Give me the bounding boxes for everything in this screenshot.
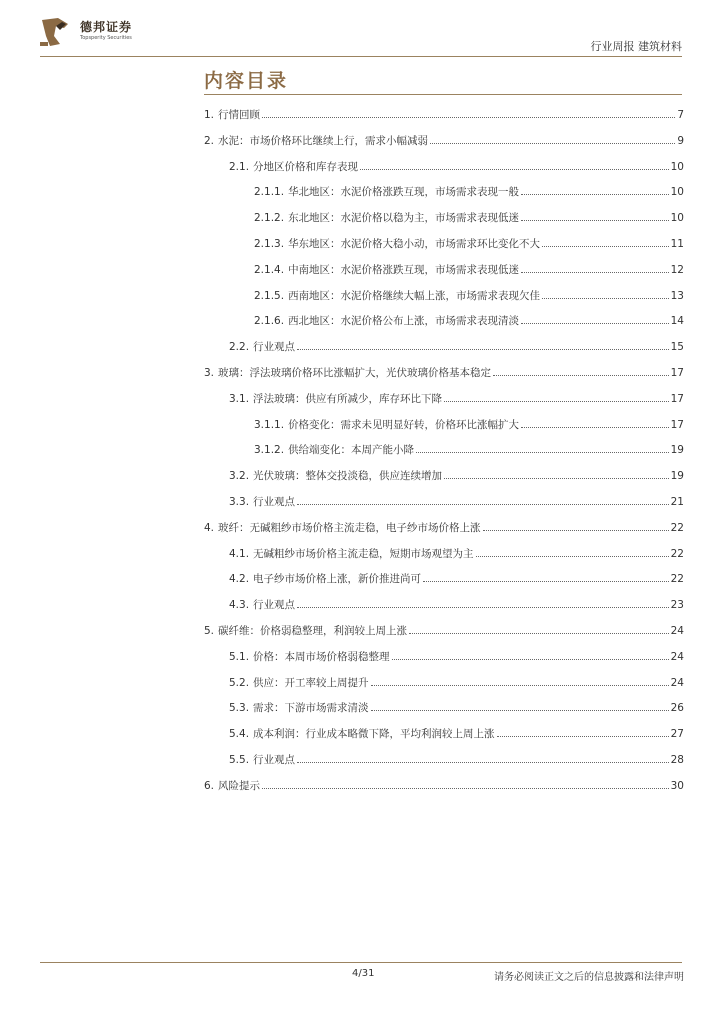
toc-entry-label [204,365,491,380]
toc-entry-label [229,571,421,586]
toc-leader-dots [262,117,675,118]
toc-leader-dots [297,607,669,608]
toc-entry-page: 13 [670,290,684,302]
toc-entry[interactable] [204,623,684,639]
toc-entry-label [254,417,519,432]
toc-entry-number: 3.3. [229,496,250,508]
toc-entry-number: 3.1. [229,393,250,405]
toc-leader-dots [392,659,669,660]
toc-entry[interactable] [204,778,684,794]
toc-entry[interactable] [229,700,684,716]
toc-entry-page: 27 [670,728,684,740]
company-english-name: Topsperity Securities [80,35,132,41]
document-type: 行业周报 建筑材料 [590,40,682,53]
toc-entry-page: 21 [670,496,684,508]
toc-entry[interactable] [229,675,684,691]
toc-entry-label [229,468,442,483]
toc-entry-number: 3.1.2. [254,444,285,456]
toc-leader-dots [297,762,669,763]
toc-entry-number: 4. [204,522,215,534]
toc-entry-text: 华东地区：水泥价格大稳小动，市场需求环比变化不大 [288,238,541,250]
toc-entry-number: 2.1.1. [254,186,285,198]
toc-leader-dots [371,685,669,686]
toc-leader-dots [542,246,669,247]
toc-entry[interactable] [229,339,684,355]
toc-entry-number: 2.1.3. [254,238,285,250]
toc-entry-page: 22 [670,522,684,534]
toc-entry-label [204,623,407,638]
toc-entry-text: 浮法玻璃：供应有所减少，库存环比下降 [253,393,443,405]
toc-entry-label [229,649,390,664]
toc-entry-number: 2.1.2. [254,212,285,224]
toc-entry-page: 17 [670,419,684,431]
toc-entry[interactable] [254,313,684,329]
toc-entry-text: 碳纤维：价格弱稳整理，利润较上周上涨 [218,625,408,637]
toc-entry-label [254,262,519,277]
toc-leader-dots [444,478,669,479]
toc-entry[interactable] [254,288,684,304]
toc-entry-label [229,597,295,612]
toc-entry[interactable] [229,468,684,484]
toc-entry-label [229,159,358,174]
toc-leader-dots [521,194,669,195]
toc-entry-page: 17 [670,367,684,379]
toc-entry[interactable] [229,159,684,175]
toc-leader-dots [423,581,669,582]
toc-entry-label [204,133,428,148]
toc-entry-page: 14 [670,315,684,327]
toc-leader-dots [444,401,669,402]
toc-entry-page: 9 [677,135,684,147]
toc-leader-dots [409,633,669,634]
toc-entry-label [229,339,295,354]
toc-entry-number: 5. [204,625,215,637]
toc-entry-page: 28 [670,754,684,766]
toc-entry-text: 风险提示 [218,780,261,792]
toc-entry[interactable] [229,649,684,665]
toc-entry-number: 3. [204,367,215,379]
toc-entry-text: 无碱粗纱市场价格主流走稳，短期市场观望为主 [253,548,474,560]
toc-leader-dots [497,736,669,737]
toc-entry-text: 西北地区：水泥价格公布上涨，市场需求表现清淡 [288,315,520,327]
toc-entry-page: 22 [670,573,684,585]
toc-entry-number: 4.3. [229,599,250,611]
toc-entry-text: 玻璃：浮法玻璃价格环比涨幅扩大，光伏玻璃价格基本稳定 [218,367,492,379]
toc-entry-number: 3.2. [229,470,250,482]
toc-entry-label [204,778,260,793]
toc-entry-label [229,391,442,406]
toc-leader-dots [262,788,669,789]
toc-entry-page: 24 [670,677,684,689]
toc-leader-dots [416,452,669,453]
toc-entry[interactable] [229,571,684,587]
toc-entry[interactable] [254,262,684,278]
toc-entry-number: 4.1. [229,548,250,560]
toc-entry-label [229,726,495,741]
toc-entry-number: 2.1. [229,161,250,173]
toc-entry-page: 30 [670,780,684,792]
toc-entry-label [254,442,414,457]
toc-entry-label [229,546,474,561]
toc-entry-number: 2. [204,135,215,147]
toc-entry-number: 2.1.4. [254,264,285,276]
toc-entry-number: 4.2. [229,573,250,585]
toc-entry-page: 12 [670,264,684,276]
toc-entry[interactable] [229,391,684,407]
company-name: 德邦证券 [80,20,133,34]
toc-leader-dots [542,298,669,299]
toc-entry-text: 价格：本周市场价格弱稳整理 [253,651,390,663]
toc-leader-dots [360,169,669,170]
toc-entry[interactable] [229,546,684,562]
toc-entry-number: 1. [204,109,215,121]
toc-entry-label [229,700,369,715]
toc-entry-text: 行情回顾 [218,109,261,121]
page-title: 内容目录 [204,70,289,92]
toc-entry-page: 19 [670,470,684,482]
toc-entry-text: 行业观点 [253,341,296,353]
toc-entry-page: 23 [670,599,684,611]
toc-leader-dots [297,504,669,505]
toc-entry-text: 行业观点 [253,599,296,611]
toc-entry-page: 17 [670,393,684,405]
toc-entry-text: 供应：开工率较上周提升 [253,677,369,689]
toc-entry-label [254,210,519,225]
toc-leader-dots [476,556,669,557]
toc-entry-text: 东北地区：水泥价格以稳为主，市场需求表现低迷 [288,212,520,224]
toc-entry-page: 24 [670,651,684,663]
toc-entry-number: 6. [204,780,215,792]
toc-entry-text: 需求：下游市场需求清淡 [253,702,369,714]
toc-entry-number: 5.5. [229,754,250,766]
toc-leader-dots [521,220,669,221]
toc-entry-number: 2.2. [229,341,250,353]
toc-entry-text: 光伏玻璃：整体交投淡稳，供应连续增加 [253,470,443,482]
toc-entry-page: 10 [670,212,684,224]
toc-entry-page: 15 [670,341,684,353]
toc-entry-label [204,107,260,122]
toc-entry-label [229,675,369,690]
toc-entry[interactable] [229,494,684,510]
toc-leader-dots [430,143,675,144]
toc-entry-page: 10 [670,186,684,198]
toc-entry-text: 电子纱市场价格上涨，新价推进尚可 [253,573,422,585]
toc-entry-page: 26 [670,702,684,714]
toc-entry-text: 价格变化：需求未见明显好转，价格环比涨幅扩大 [288,419,520,431]
toc-entry[interactable] [204,133,684,149]
footer-divider [40,962,682,963]
toc-entry-page: 19 [670,444,684,456]
toc-entry-number: 3.1.1. [254,419,285,431]
page-number: 4/31 [352,968,375,979]
toc-entry-page: 24 [670,625,684,637]
toc-entry-number: 5.2. [229,677,250,689]
toc-entry-number: 5.1. [229,651,250,663]
toc-entry[interactable] [229,597,684,613]
toc-entry[interactable] [254,442,684,458]
toc-entry-page: 10 [670,161,684,173]
toc-entry[interactable] [229,752,684,768]
toc-entry[interactable] [229,726,684,742]
toc-entry-label [204,520,481,535]
toc-entry-page: 22 [670,548,684,560]
toc-leader-dots [371,710,669,711]
legal-disclaimer: 请务必阅读正文之后的信息披露和法律声明 [494,972,684,983]
toc-entry-label [254,288,540,303]
toc-entry[interactable] [254,236,684,252]
toc-entry-label [229,752,295,767]
toc-entry-label [254,236,540,251]
toc-entry[interactable] [204,107,684,123]
toc-entry[interactable] [254,417,684,433]
toc-entry-text: 供给端变化：本周产能小降 [288,444,415,456]
toc-entry-number: 5.4. [229,728,250,740]
toc-entry[interactable] [254,184,684,200]
toc-entry[interactable] [204,365,684,381]
toc-entry[interactable] [254,210,684,226]
toc-leader-dots [521,272,669,273]
toc-leader-dots [483,530,669,531]
toc-entry-number: 2.1.6. [254,315,285,327]
toc-entry-text: 水泥：市场价格环比继续上行，需求小幅减弱 [218,135,429,147]
toc-entry-number: 5.3. [229,702,250,714]
toc-entry-number: 2.1.5. [254,290,285,302]
toc-entry-label [254,313,519,328]
toc-entry-text: 玻纤：无碱粗纱市场价格主流走稳，电子纱市场价格上涨 [218,522,481,534]
toc-entry-text: 行业观点 [253,496,296,508]
toc-entry-text: 行业观点 [253,754,296,766]
toc-entry-page: 7 [677,109,684,121]
toc-entry-text: 中南地区：水泥价格涨跌互现，市场需求表现低迷 [288,264,520,276]
toc-entry[interactable] [204,520,684,536]
toc-leader-dots [521,427,669,428]
toc-leader-dots [493,375,669,376]
toc-entry-text: 华北地区：水泥价格涨跌互现，市场需求表现一般 [288,186,520,198]
toc-entry-text: 西南地区：水泥价格继续大幅上涨，市场需求表现欠佳 [288,290,541,302]
toc-entry-text: 成本利润：行业成本略微下降，平均利润较上周上涨 [253,728,495,740]
toc-entry-label [254,184,519,199]
toc-entry-text: 分地区价格和库存表现 [253,161,359,173]
toc-entry-page: 11 [670,238,684,250]
toc-leader-dots [521,323,669,324]
toc-leader-dots [297,349,669,350]
toc-entry-label [229,494,295,509]
